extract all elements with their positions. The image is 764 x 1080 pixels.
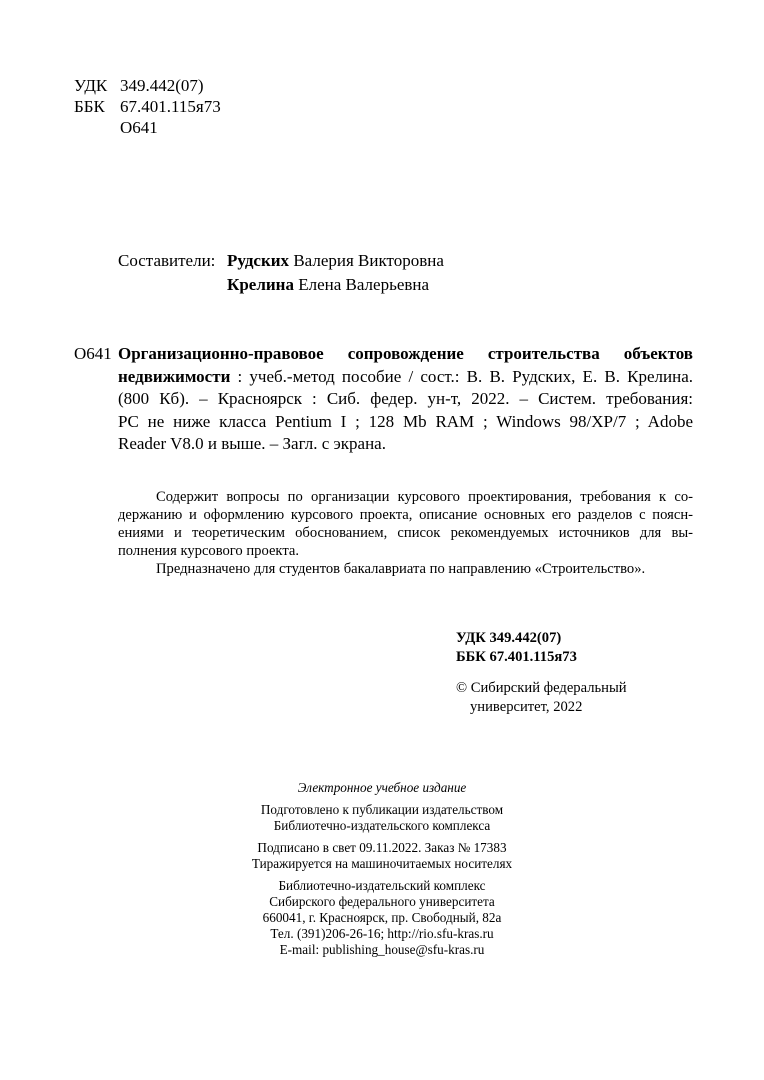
imprint-line: Тиражируется на машиночитаемых носителях: [251, 856, 513, 871]
abstract-line: держанию и оформлению курсового проекта, описание основных его разделов с поясн-: [118, 507, 693, 523]
copyright: [456, 679, 627, 717]
compilers-label: Составители:: [118, 251, 216, 270]
udk-value: 349.442(07): [120, 76, 204, 95]
bib-line: [118, 366, 693, 389]
bbk-value: 67.401.115я73: [120, 97, 221, 116]
edition-type: Электронное учебное издание: [297, 780, 467, 795]
abstract-line: Содержит вопросы по организации курсового проектирования, требования к со-: [156, 489, 693, 505]
abstract-line: ениями и теоретическим обоснованием, список рекомендуемых источников для вы-: [118, 525, 693, 541]
compiler-name: Елена Валерьевна: [298, 275, 430, 294]
imprint-line: Подписано в свет 09.11.2022. Заказ № 17383: [257, 840, 507, 855]
imprint-line: E-mail: publishing_house@sfu-kras.ru: [279, 942, 485, 957]
bbk-line: [74, 96, 221, 117]
copyright-line: © Сибирский федеральный: [456, 680, 627, 696]
imprint-line: Подготовлено к публикации издательством: [260, 802, 504, 817]
bib-line: Reader V8.0 и выше. – Загл. с экрана.: [118, 434, 386, 453]
bib-title-end: недвижимости: [118, 366, 231, 386]
compiler-surname: Крелина: [227, 275, 294, 294]
udk-code-right: УДК 349.442(07): [456, 630, 562, 646]
udk-label: УДК: [74, 76, 108, 95]
header-codes: [74, 75, 221, 138]
imprint-line: Сибирского федерального университета: [269, 894, 495, 909]
bib-responsibility: : учеб.-метод пособие / сост.: В. В. Рудских, Е. В. Крелина.: [230, 366, 693, 386]
bib-author-mark: О641: [74, 344, 112, 363]
compiler-item: [227, 250, 444, 271]
compiler-item: [227, 274, 429, 295]
bbk-code-right: ББК 67.401.115я73: [456, 649, 577, 665]
bib-title-line: [118, 343, 693, 366]
codes-right: [456, 629, 577, 667]
abstract-line: полнения курсового проекта.: [118, 543, 300, 559]
bibliographic-description: [118, 343, 693, 456]
bib-line: (800 Кб). – Красноярск : Сиб. федер. ун-т, 2022. – Систем. требования:: [118, 389, 693, 408]
compiler-name: Валерия Викторовна: [293, 251, 444, 270]
compiler-surname: Рудских: [227, 251, 290, 270]
bbk-label: ББК: [74, 97, 105, 116]
imprint-line: 660041, г. Красноярск, пр. Свободный, 82а: [262, 910, 502, 925]
copyright-line: университет, 2022: [470, 699, 583, 715]
abstract: [118, 488, 693, 578]
imprint-line: Библиотечно-издательский комплекс: [278, 878, 486, 893]
author-mark: О641: [120, 118, 158, 137]
abstract-purpose: Предназначено для студентов бакалавриата по направлению «Строительство».: [156, 561, 646, 577]
author-mark-line: [74, 117, 221, 138]
imprint-line: Библиотечно-издательского комплекса: [273, 818, 491, 833]
udk-line: [74, 75, 221, 96]
bib-line: PC не ниже класса Pentium I ; 128 Mb RAM ; Windows 98/XP/7 ; Adobe: [118, 411, 693, 431]
bib-title: Организационно-правовое сопровождение строительства объектов: [118, 344, 693, 363]
imprint: [0, 780, 764, 958]
imprint-line: Тел. (391)206-26-16; http://rio.sfu-kras.ru: [270, 926, 494, 941]
